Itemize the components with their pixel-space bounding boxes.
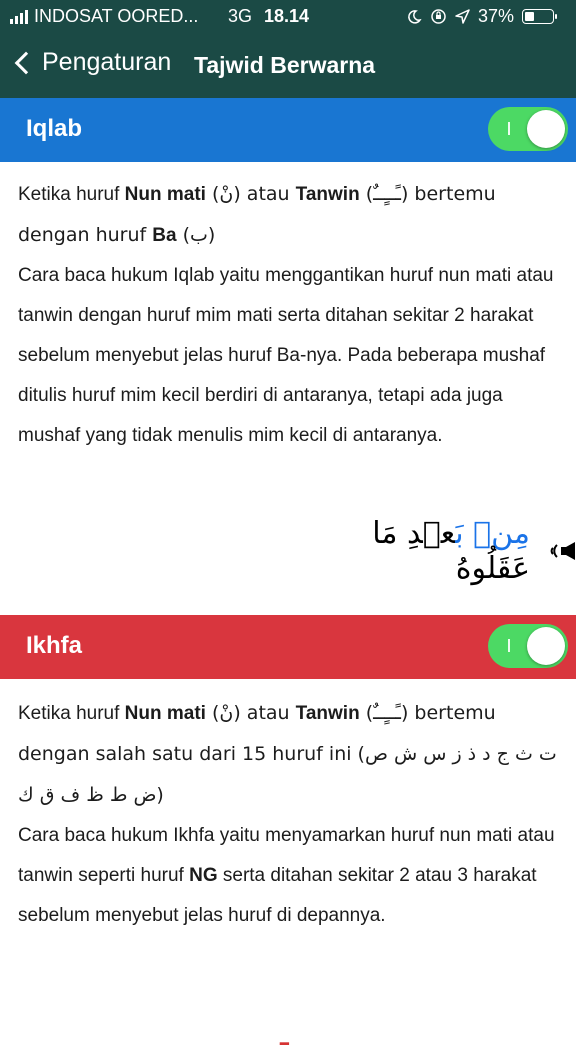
carrier-name: INDOSAT OORED... [34,6,199,26]
ikhfa-rule: Ketika huruf Nun mati (نْ) atau Tanwin (ـًــٍــٌ) bertemu dengan salah satu dari 15 huruf ini (ت ث ج د ذ ز س ش ص ض ط ظ ف ق ك) [18,702,557,806]
chevron-left-icon [15,51,38,74]
back-label: Pengaturan [42,48,172,76]
page-title: Tajwid Berwarna [194,52,376,78]
navigation-bar [0,40,576,92]
ikhfa-example-cut-off: ـ [280,1018,289,1052]
ikhfa-content [18,693,563,936]
iqlab-description: Cara baca hukum Iqlab yaitu menggantikan huruf nun mati atau tanwin dengan huruf mim mati serta ditahan sekitar 2 harakat sebelum menyebut jelas huruf Ba-nya. Pada beberapa mushaf ditulis huruf mim kecil berdiri di antaranya, tetapi ada juga mushaf yang tidak menulis mim kecil di antaranya. [18,265,554,446]
moon-icon [406,9,422,25]
back-button[interactable] [12,48,171,77]
toggle-knob [527,627,565,665]
iqlab-content [18,174,563,456]
speaker-icon[interactable] [544,536,576,566]
iqlab-example-text: مِنۢ بَعۡدِ مَا عَقَلُوهُ [372,516,530,586]
battery-percent: 37% [477,6,514,26]
iqlab-toggle[interactable] [488,107,568,151]
iqlab-example [300,516,576,586]
section-header-ikhfa [0,615,576,679]
ikhfa-toggle[interactable] [488,624,568,668]
orientation-lock-icon [430,8,447,25]
section-header-iqlab [0,98,576,162]
signal-icon [10,10,28,24]
iqlab-rule: Ketika huruf Nun mati (نْ) atau Tanwin (ـًــٍــٌ) bertemu dengan huruf Ba (ب) [18,183,496,246]
top-bar [0,0,576,98]
toggle-knob [527,110,565,148]
section-title: Ikhfa [26,632,83,659]
location-icon [455,9,470,24]
battery-fill [525,12,534,21]
status-time: 18.14 [264,6,310,26]
battery-icon [522,9,554,24]
section-title: Iqlab [26,115,83,142]
ikhfa-description: Cara baca hukum Ikhfa yaitu menyamarkan huruf nun mati atau tanwin seperti huruf NG serta ditahan sekitar 2 atau 3 harakat sebelum menyebut jelas huruf di depannya. [18,825,555,926]
status-bar [0,0,576,34]
ikhfa-example-partial [280,1010,289,1060]
network-type: 3G [228,6,253,26]
